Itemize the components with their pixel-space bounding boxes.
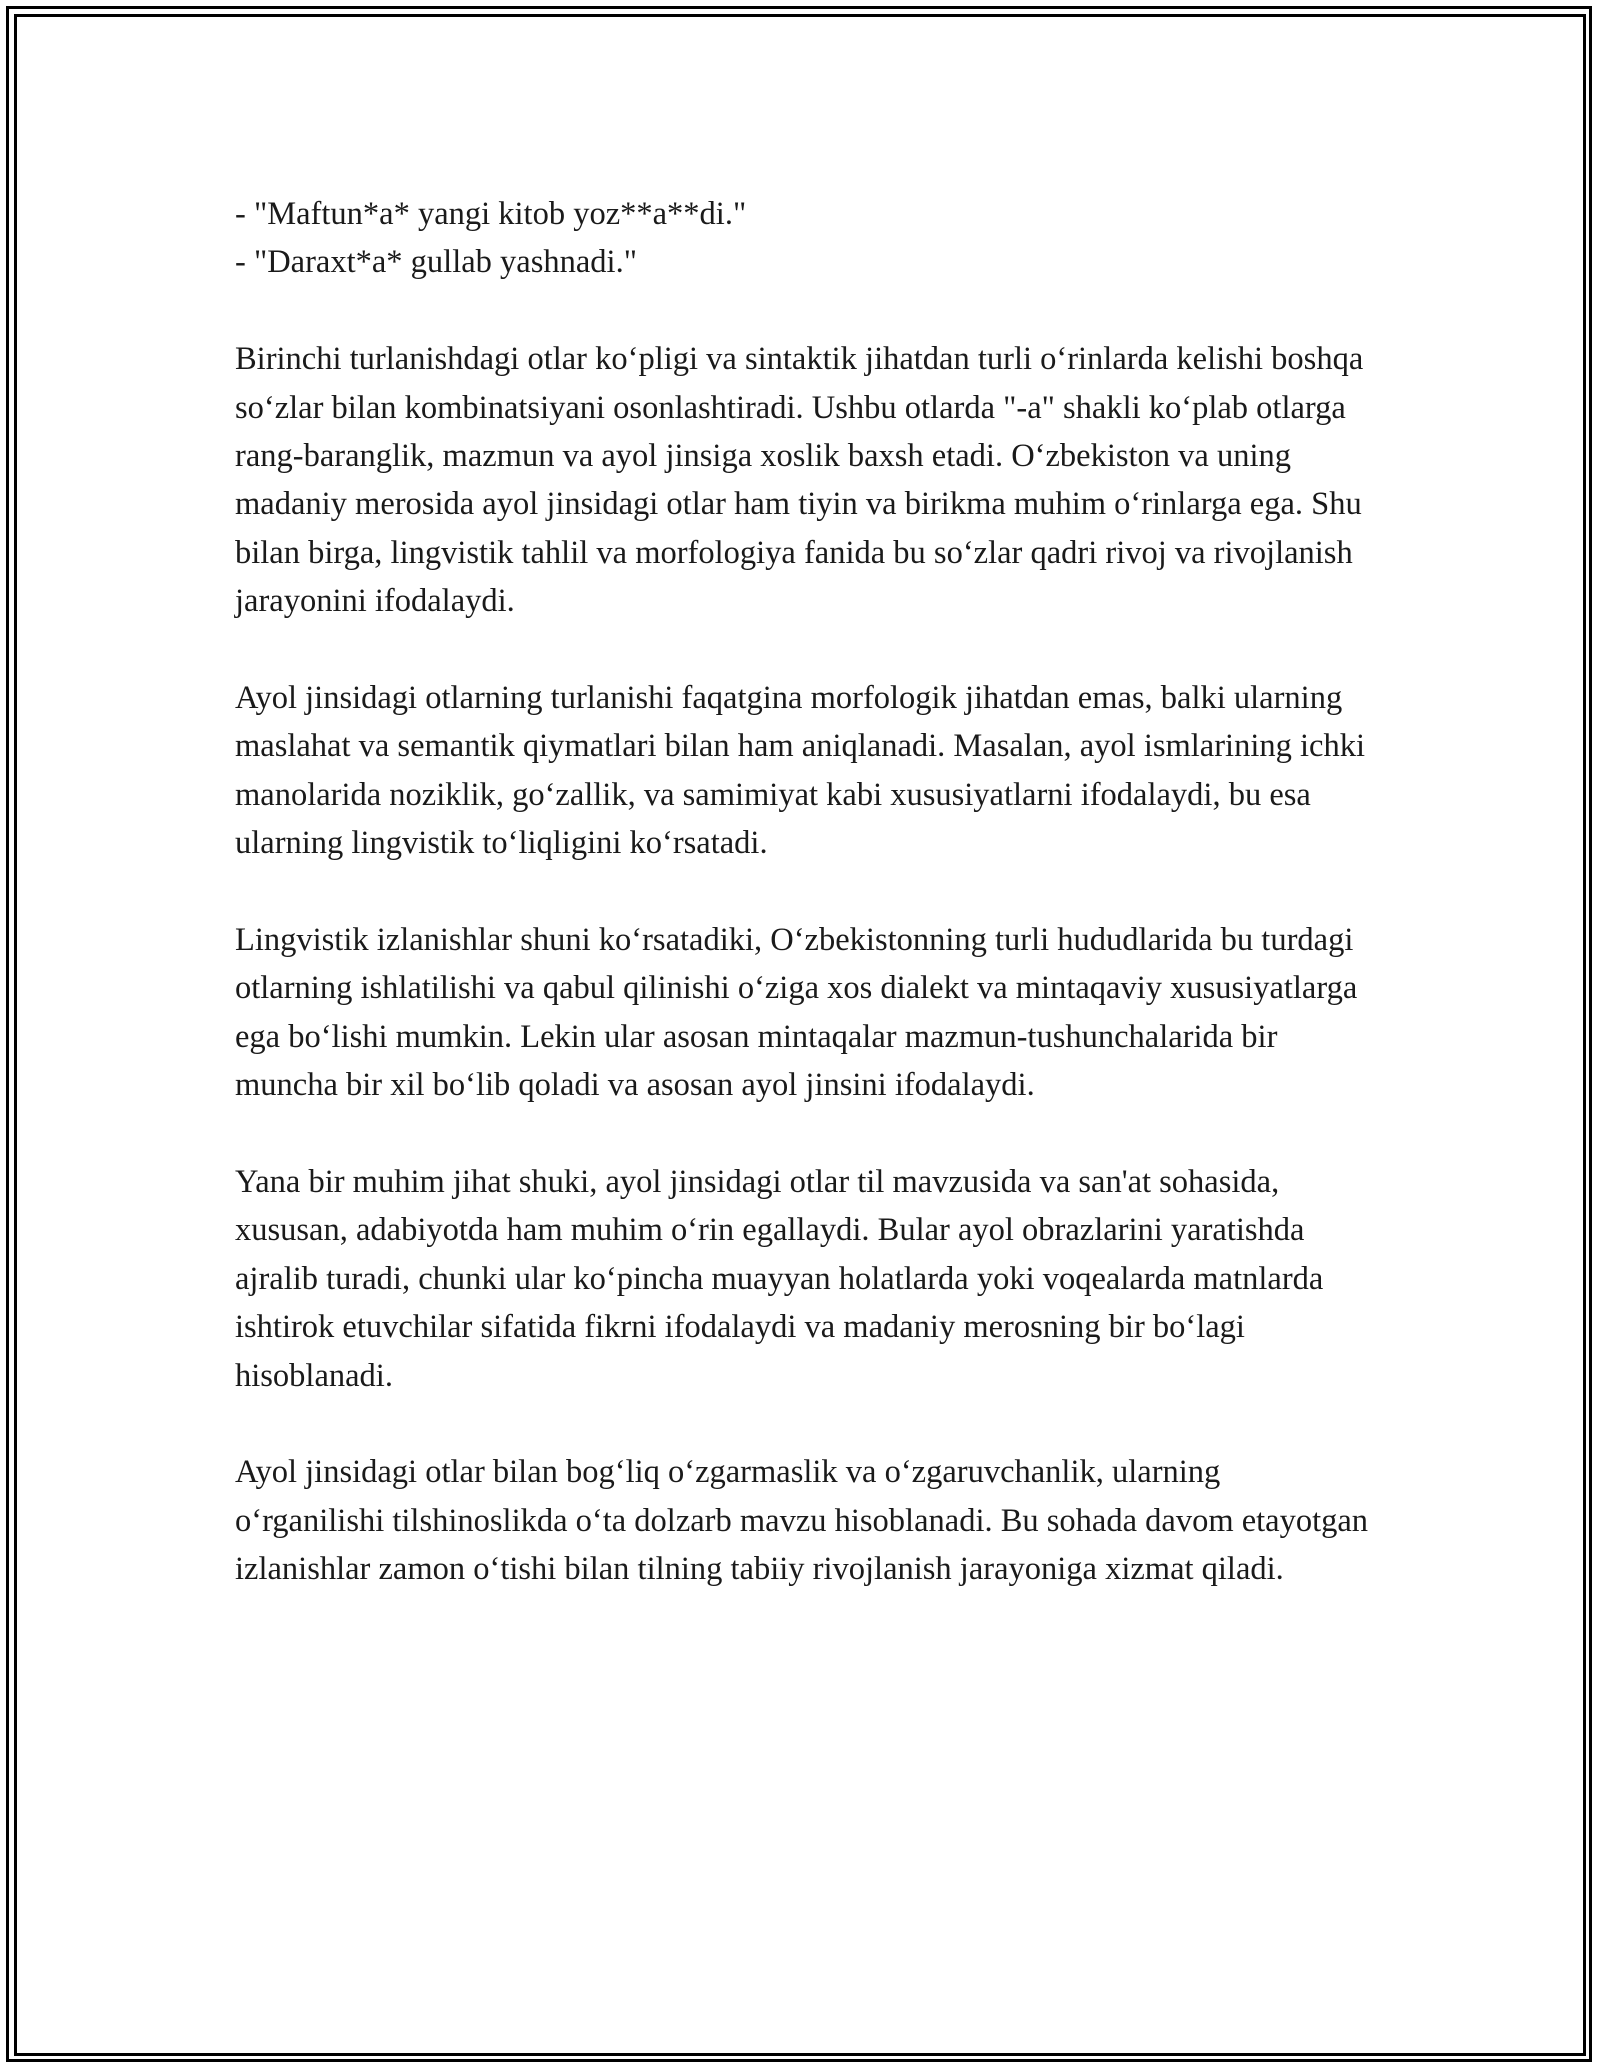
paragraph: Ayol jinsidagi otlar bilan bogʻliq oʻzgarmaslik va oʻzgaruvchanlik, ularning oʻrganilishi tilshinoslikda oʻta dolzarb mavzu hisoblanadi. Bu sohada davom etayotgan izlanishlar zamon oʻtishi bilan tilning tabiiy rivojlanish jarayoniga xizmat qiladi.	[235, 1454, 1369, 1588]
example-list	[235, 190, 1375, 287]
paragraph: Lingvistik izlanishlar shuni koʻrsatadiki, Oʻzbekistonning turli hududlarida bu turdagi otlarning ishlatilishi va qabul qilinishi oʻziga xos dialekt va mintaqaviy xususiyatlarga ega boʻlishi mumkin. Lekin ular asosan mintaqalar mazmun-tushunchalarida bir muncha bir xil boʻlib qoladi va asosan ayol jinsini ifodalaydi.	[235, 922, 1358, 1104]
paragraph: Birinchi turlanishdagi otlar koʻpligi va sintaktik jihatdan turli oʻrinlarda kelishi boshqa soʻzlar bilan kombinatsiyani osonlashtiradi. Ushbu otlarda "-a" shakli koʻplab otlarga rang-baranglik, mazmun va ayol jinsiga xoslik baxsh etadi. Oʻzbekiston va uning madaniy merosida ayol jinsidagi otlar ham tiyin va birikma muhim oʻrinlarga ega. Shu bilan birga, lingvistik tahlil va morfologiya fanida bu soʻzlar qadri rivoj va rivojlanish jarayonini ifodalaydi.	[235, 341, 1364, 620]
list-item: - "Maftun*a* yangi kitob yoz**a**di."	[235, 196, 747, 232]
paragraph: Ayol jinsidagi otlarning turlanishi faqatgina morfologik jihatdan emas, balki ularning maslahat va semantik qiymatlari bilan ham aniqlanadi. Masalan, ayol ismlarining ichki manolarida noziklik, goʻzallik, va samimiyat kabi xususiyatlarni ifodalaydi, bu esa ularning lingvistik toʻliqligini koʻrsatadi.	[235, 680, 1365, 862]
list-item: - "Daraxt*a* gullab yashnadi."	[235, 244, 637, 281]
document-body	[235, 190, 1375, 1594]
paragraph: Yana bir muhim jihat shuki, ayol jinsidagi otlar til mavzusida va san'at sohasida, xususan, adabiyotda ham muhim oʻrin egallaydi. Bular ayol obrazlarini yaratishda ajralib turadi, chunki ular koʻpincha muayyan holatlarda yoki voqealarda matnlarda ishtirok etuvchilar sifatida fikrni ifodalaydi va madaniy merosning bir boʻlagi hisoblanadi.	[235, 1164, 1324, 1394]
